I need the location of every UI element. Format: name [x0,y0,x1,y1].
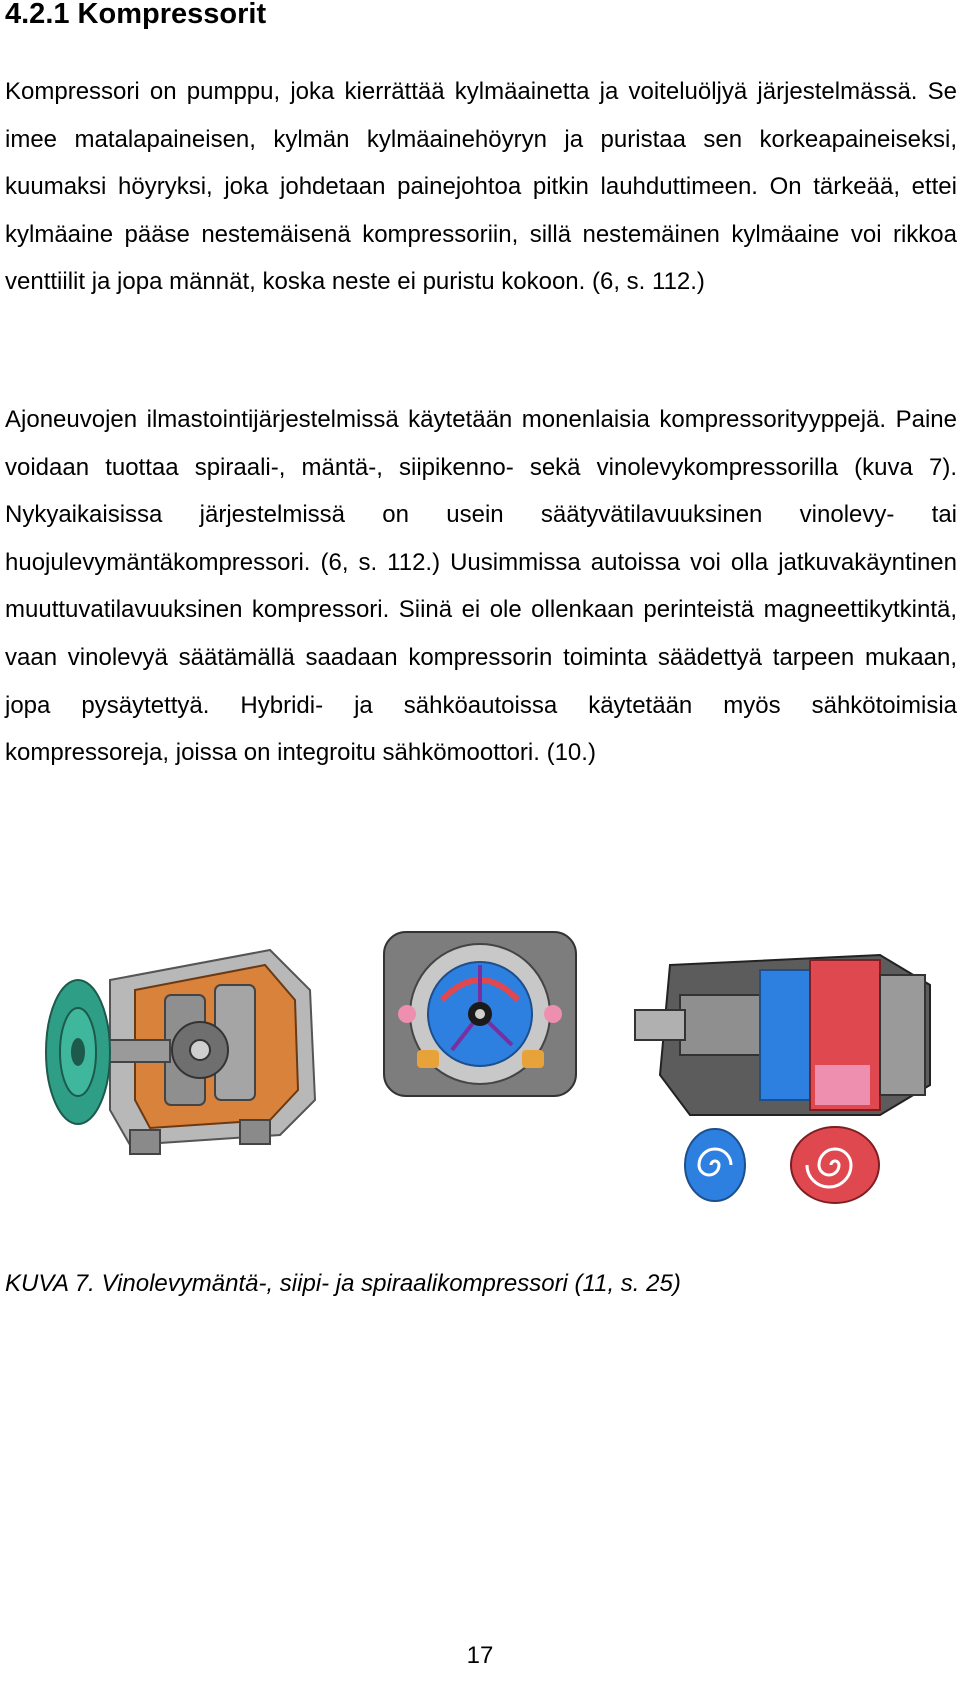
vane-compressor-illustration [382,930,578,1098]
scroll-compressor-illustration [630,915,955,1205]
body-paragraph-2: Ajoneuvojen ilmastointijärjestelmissä käytetään monenlaisia kompressorityyppejä. Paine voidaan tuottaa spiraali-, mäntä-, siipikenno- sekä vinolevykompressorilla (kuva 7). Nykyaikaisissa järjestelmissä on usein säätyvätilavuuksinen vinolevy- tai huojulevymäntäkompressori. (6, s. 112.) Uusimmissa autoissa voi olla jatkuvakäyntinen muuttuvatilavuuksinen kompressori. Siinä ei ole ollenkaan perinteistä magneettikytkintä, vaan vinolevyä säätämällä saadaan kompressorin toiminta säädettyä tarpeen mukaan, jopa pysäytettyä. Hybridi- ja sähköautoissa käytetään myös sähkötoimisia kompressoreja, joissa on integroitu sähkömoottori. (10.) [5,406,957,767]
body-paragraph-1: Kompressori on pumppu, joka kierrättää kylmäainetta ja voiteluöljyä järjestelmässä. Se imee matalapaineisen, kylmän kylmäainehöyryn ja puristaa sen korkeapaineiseksi, kuumaksi höyryksi, joka johdetaan painejohtoa pitkin lauhduttimeen. On tärkeää, ettei kylmäaine pääse nestemäisenä kompressoriin, sillä nestemäinen kylmäaine voi rikkoa venttiilit ja jopa männät, koska neste ei puristu kokoon. (6, s. 112.) [5,78,957,296]
figure-caption: KUVA 7. Vinolevymäntä-, siipi- ja spiraalikompressori (11, s. 25) [5,1270,681,1297]
section-heading: 4.2.1 Kompressorit [5,0,267,30]
figure-7-images [0,910,960,1210]
swash-plate-compressor-illustration [40,920,330,1160]
page-number: 17 [466,1642,494,1669]
